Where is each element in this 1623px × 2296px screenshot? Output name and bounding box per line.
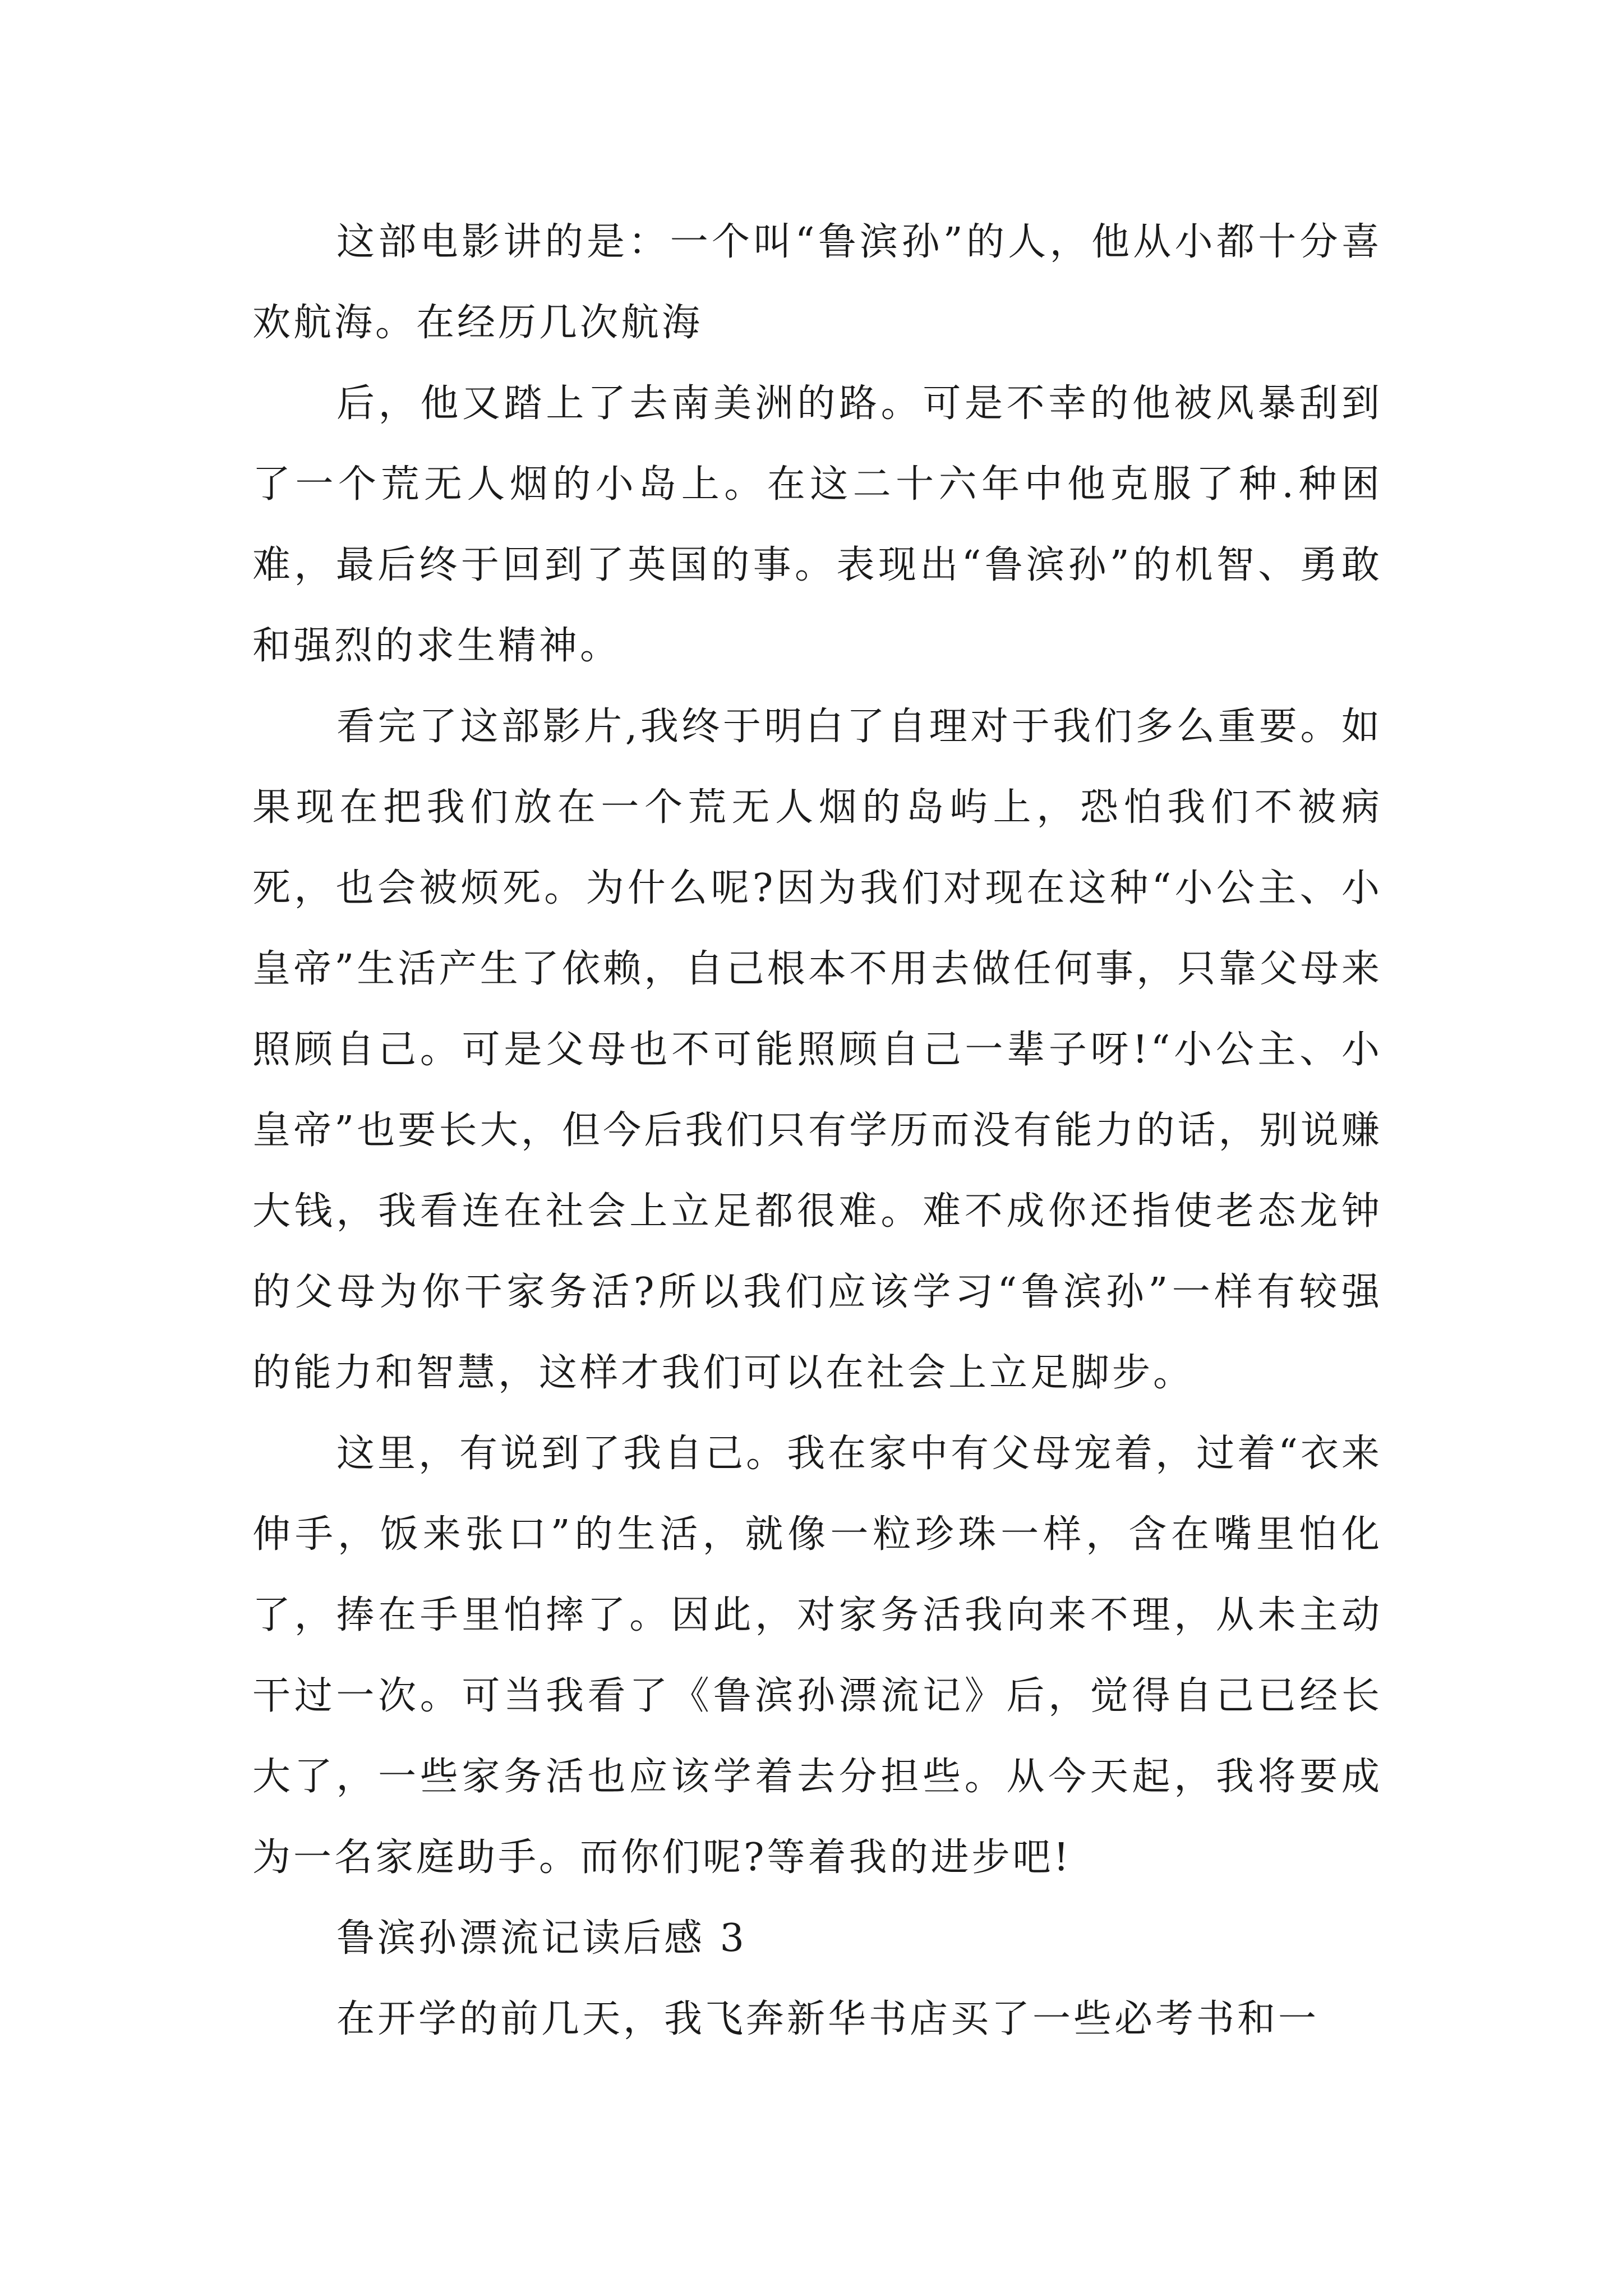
document-body <box>252 202 1382 2060</box>
section-heading: 鲁滨孙漂流记读后感 3 <box>336 1916 747 1961</box>
paragraph-5: 在开学的前几天，我飞奔新华书店买了一些必考书和一 <box>336 1997 1320 2041</box>
paragraph-1: 这部电影讲的是：一个叫“鲁滨孙”的人，他从小都十分喜欢航海。在经历几次航海 <box>252 220 1382 345</box>
paragraph-4: 这里，有说到了我自己。我在家中有父母宠着，过着“衣来伸手，饭来张口”的生活，就像一粒珍珠一样，含在嘴里怕化了，捧在手里怕摔了。因此，对家务活我向来不理，从未主动干过一次。可当我看了《鲁滨孙漂流记》后，觉得自己已经长大了，一些家务活也应该学着去分担些。从今天起，我将要成为一名家庭助手。而你们呢?等着我的进步吧! <box>252 1432 1382 1880</box>
paragraph-2: 后，他又踏上了去南美洲的路。可是不幸的他被风暴刮到了一个荒无人烟的小岛上。在这二十六年中他克服了种.种困难，最后终于回到了英国的事。表现出“鲁滨孙”的机智、勇敢和强烈的求生精神。 <box>252 381 1382 668</box>
paragraph-3: 看完了这部影片,我终于明白了自理对于我们多么重要。如果现在把我们放在一个荒无人烟的岛屿上，恐怕我们不被病死，也会被烦死。为什么呢?因为我们对现在这种“小公主、小皇帝”生活产生了依赖，自己根本不用去做任何事，只靠父母来照顾自己。可是父母也不可能照顾自己一辈子呀!“小公主、小皇帝”也要长大，但今后我们只有学历而没有能力的话，别说赚大钱，我看连在社会上立足都很难。难不成你还指使老态龙钟的父母为你干家务活?所以我们应该学习“鲁滨孙”一样有较强的能力和智慧，这样才我们可以在社会上立足脚步。 <box>252 705 1382 1395</box>
